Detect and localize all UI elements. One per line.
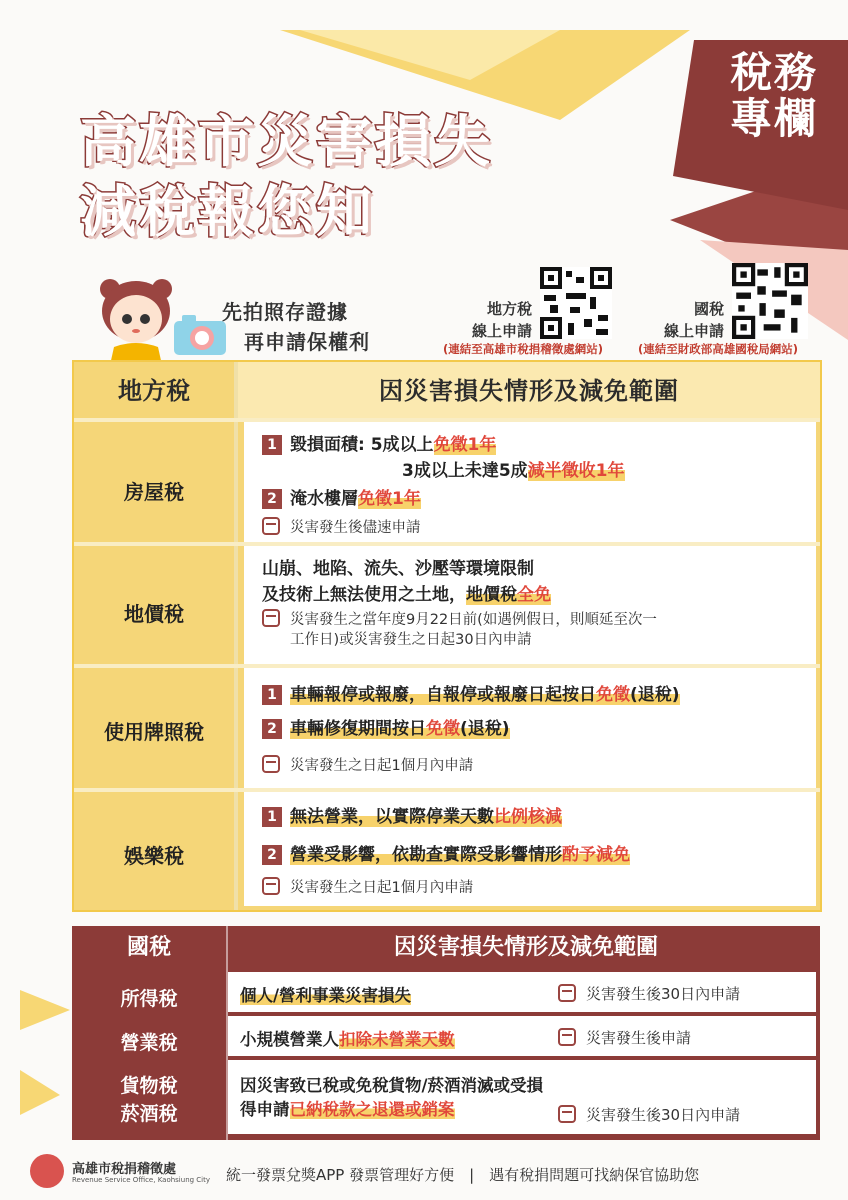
house-item-2: 2 淹水樓層免徵1年 bbox=[262, 484, 421, 509]
column-badge: 稅務 專欄 bbox=[729, 48, 818, 143]
calendar-icon bbox=[558, 984, 576, 1002]
qr-local-label: 地方稅 線上申請 bbox=[471, 300, 532, 340]
business-tax-name: 營業稅 bbox=[120, 1032, 178, 1054]
entertainment-tax-body bbox=[244, 792, 816, 906]
entertainment-item-1: 1 無法營業，以實際停業天數比例核減 bbox=[262, 802, 562, 827]
footer-org-name: 高雄市稅捐稽徵處 bbox=[72, 1162, 177, 1177]
entertainment-apply-note: 災害發生之日起1個月內申請 bbox=[262, 876, 473, 897]
local-header-scope: 因災害損失情形及減免範圍 bbox=[238, 362, 820, 420]
goods-tax-body bbox=[228, 1060, 816, 1134]
license-item-1: 1 車輛報停或報廢，自報停或報廢日起按日免徵(退稅) bbox=[262, 680, 680, 705]
house-item-1: 1 毀損面積: 5成以上免徵1年 bbox=[262, 430, 496, 455]
house-apply-note: 災害發生後儘速申請 bbox=[262, 516, 421, 537]
land-tax-body bbox=[244, 546, 816, 664]
qr-local-link-note: (連結至高雄市稅捐稽徵處網站) bbox=[443, 342, 604, 356]
land-line-1: 山崩、地陷、流失、沙壓等環境限制 bbox=[262, 559, 534, 579]
land-tax-name: 地價稅 bbox=[124, 602, 184, 626]
land-apply-note: 災害發生之當年度9月22日前(如遇例假日，則順延至次一 bbox=[262, 608, 657, 629]
business-apply-note: 災害發生後申請 bbox=[558, 1027, 691, 1048]
qr-national-link-note: (連結至財政部高雄國稅局網站) bbox=[638, 342, 799, 356]
page-title: 高雄市災害損失 減稅報您知 bbox=[80, 110, 493, 245]
income-tax-text: 個人/營利事業災害損失 bbox=[240, 986, 412, 1005]
qr-code-national-icon[interactable] bbox=[732, 263, 808, 339]
calendar-icon bbox=[262, 755, 280, 773]
local-header-tax: 地方稅 bbox=[118, 377, 190, 405]
goods-tax-name: 貨物稅 菸酒稅 bbox=[120, 1075, 178, 1125]
footer bbox=[30, 1152, 820, 1192]
income-tax-name: 所得稅 bbox=[120, 988, 178, 1010]
qr-code-local-icon[interactable] bbox=[540, 267, 612, 339]
entertainment-item-2: 2 營業受影響，依勘查實際受影響情形酌予減免 bbox=[262, 840, 630, 865]
house-tax-name: 房屋稅 bbox=[124, 480, 184, 504]
business-tax-text: 小規模營業人扣除未營業天數 bbox=[240, 1030, 455, 1049]
calendar-icon bbox=[558, 1105, 576, 1123]
house-tax-body bbox=[244, 422, 816, 542]
entertainment-tax-name: 娛樂稅 bbox=[124, 844, 184, 868]
income-tax-body bbox=[228, 972, 816, 1012]
calendar-icon bbox=[262, 877, 280, 895]
goods-tax-line-1: 因災害致已稅或免稅貨物/菸酒消滅或受損 bbox=[240, 1076, 544, 1095]
national-header-scope: 因災害損失情形及減免範圍 bbox=[393, 935, 658, 960]
camera-icon bbox=[172, 313, 228, 357]
tax-office-logo-icon bbox=[30, 1154, 64, 1188]
license-tax-body bbox=[244, 668, 816, 788]
calendar-icon bbox=[262, 609, 280, 627]
local-table-header bbox=[74, 362, 820, 420]
business-tax-body bbox=[228, 1016, 816, 1056]
footer-org-name-en: Revenue Service Office, Kaohsiung City bbox=[72, 1176, 211, 1184]
income-apply-note: 災害發生後30日內申請 bbox=[558, 983, 740, 1004]
calendar-icon bbox=[558, 1028, 576, 1046]
slogan: 先拍照存證據 再申請保權利 bbox=[222, 300, 370, 354]
local-tax-table bbox=[72, 360, 822, 912]
bear-mascot-icon bbox=[96, 275, 176, 365]
calendar-icon bbox=[262, 517, 280, 535]
national-tax-table bbox=[72, 926, 820, 1140]
national-header-tax: 國稅 bbox=[126, 935, 171, 960]
license-apply-note: 災害發生之日起1個月內申請 bbox=[262, 754, 473, 775]
house-item-1b: 3成以上未達5成減半徵收1年 bbox=[402, 461, 625, 481]
goods-apply-note: 災害發生後30日內申請 bbox=[558, 1104, 740, 1125]
license-tax-name: 使用牌照稅 bbox=[104, 720, 204, 744]
land-apply-note-2: 工作日)或災害發生之日起30日內申請 bbox=[290, 632, 532, 648]
national-table-header bbox=[72, 926, 820, 970]
land-line-2: 及技術上無法使用之土地，地價稅全免 bbox=[262, 585, 551, 605]
local-column-divider bbox=[234, 362, 238, 910]
qr-national-label: 國稅 線上申請 bbox=[663, 300, 724, 340]
footer-message: 統一發票兌獎APP 發票管理好方便 | 遇有稅捐問題可找納保官協助您 bbox=[226, 1166, 700, 1184]
license-item-2: 2 車輛修復期間按日免徵(退稅) bbox=[262, 714, 510, 739]
goods-tax-line-2: 得申請已納稅款之退還或銷案 bbox=[240, 1100, 455, 1119]
